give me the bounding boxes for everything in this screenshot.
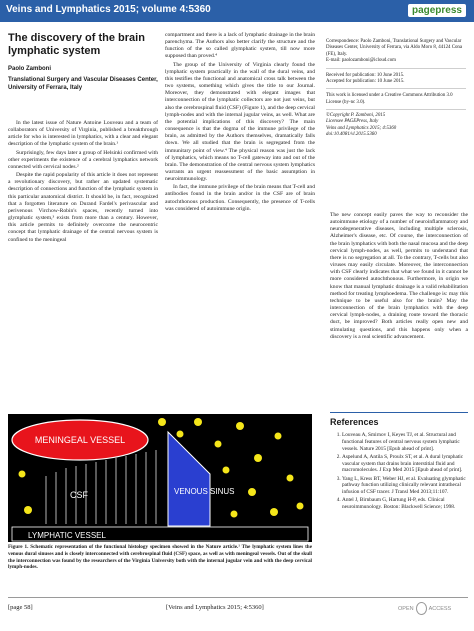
received-date: Received for publication: 10 June 2015. [326, 72, 405, 78]
dates-block [326, 72, 466, 90]
article-title: The discovery of the brain lymphatic system [8, 32, 145, 57]
references-list [330, 432, 468, 512]
venous-sinus-label: VENOUS SINUS [174, 487, 235, 496]
page-number: [page 58] [8, 604, 33, 611]
reference-item: 2. Aspelund A, Antila S, Proulx ST, et al. A dural lymphatic vascular system that drains brain interstitial fluid and macromolecules. J Exp Med 2015 [Epub ahead of print]. [342, 454, 468, 474]
paragraph: compartment and there is a lack of lymphatic drainage in the brain parenchyma. The Authors also better clarify the structure and the function of the so called glymphatic system, till now more supposed than proved.⁴ [165, 32, 315, 60]
csf-label: CSF [70, 490, 88, 500]
paragraph: Surprisingly, few days later a group of Helsinki confirmed with other experiments the existence of a cerebral lymphatics network connected with cervical nodes.² [8, 149, 158, 170]
reference-item: 1. Louveau A, Smirnov I, Keyes TJ, et al. Structural and functional features of central nervous system lymphatic vessels. Nature 2015 [Epub ahead of print]. [342, 432, 468, 452]
body-column-3 [330, 212, 468, 342]
body-column-2 [165, 32, 315, 214]
paragraph: The group of the University of Virginia clearly found the lymphatic system practically in the wall of the dural veins, and this testifies the functional and anatomical cross talk between the two systems, something which gives the title to our Journal. Moreover, they demonstrated with elegant images that interconnection of the lymphatic collectors are not just veins, but also the cerebrospinal fluid (CSF) (Figure 1), and the deep cervical lymph-nodes and with the internal jugular veins, as well. What are the potential implications of this discovery? The main consequence is that the dogma of the immune privilege of the brain, as admitted by the Authors themselves, dramatically falls down. We all studied that the brain is segregated from the immunitary point of view.⁴ The physical reason was just the lack of lymphatics, which means no T-cell gateway into and out of the brain. The demonstration of the central nervous system lymphatics warrants an urgent reassessment of the basic assumption in neuroimmunology. [165, 61, 315, 183]
figure-illustration [8, 414, 312, 542]
licensee-line: Licensee PAGEPress, Italy [326, 119, 379, 125]
correspondence-block [326, 38, 466, 69]
lymphatic-vessel-label: LYMPHATIC VESSEL [28, 531, 106, 540]
open-access-badge [398, 602, 451, 615]
figure-1-caption: Figure 1. Schematic representation of the functional histology specimen showed in the Nature article.¹ The lymphatic system lines the venous dural sinuses and is closely interconnected with cerebrospinal fluid (CSF) space, as well as with meningeal vessels. Out of the skull the interconnection was found by the researchers of the Virginia University both with the internal jugular vein and with the deep cervical lymph-nodes. [8, 544, 312, 571]
paragraph: The new concept easily paves the way to reconsider the autoimmune etiology of a number of neuroinflammatory and neurodegenerative diseases, including multiple sclerosis, Alzheimer's disease, etc. Of course, the interconnection of the brain lymphatics with both the nasal mucosa and the deep cervical lymph-nodes, as well, permits to understand that there is no segregation at all. To the contrary, T-cells but also viruses may easily circulate. Moreover, the interconnection with CSF clearly indicates that what we found in it cannot be more considered autochthonous. Furthermore, in origin we know that manual lymphatic drainage is a valid rehabilitation method for treating lymphoedema. The challenge is: may this technique to be useful also for the brain? May the interconnection of the brain lymphatics with the deep cervical lymph-nodes, a draining route toward the thoracic duct, be improved? Both articles really open new and stimulating questions, and this happens only when a discovery is a real scientific advancement. [330, 212, 468, 340]
references-divider [330, 412, 468, 413]
journal-citation-header: Veins and Lymphatics 2015; volume 4:5360 [6, 4, 211, 15]
footer-citation: [Veins and Lymphatics 2015; 4:5360] [166, 604, 264, 611]
reference-item: 4. Antel J, Birnbaum G, Hartung H-P, eds. Clinical neuroimmunology. Boston: Blackwell Science; 1998. [342, 497, 468, 511]
paragraph: In fact, the immune privilege of the brain means that T-cell and antibodies found in the brain and/or in the CSF are of brain autochthonous production. Consequently, the presence of T-cells was considered of autoimmune origin. [165, 184, 315, 212]
author-affiliation: Translational Surgery and Vascular Diseases Center, University of Ferrara, Italy [8, 77, 158, 91]
accepted-date: Accepted for publication: 10 June 2015. [326, 78, 405, 84]
doi-link[interactable]: doi:10.4081/vl.2015.5360 [326, 132, 377, 138]
references-heading: References [330, 417, 379, 427]
open-access-label-left: OPEN [398, 605, 414, 612]
copyright-line: ©Copyright P. Zamboni, 2015 [326, 113, 386, 118]
footer-divider [8, 597, 468, 598]
reference-item: 3. Yang L, Kress BT, Weber HJ, et al. Evaluating glymphatic pathway function utilizing clinically relevant intrathecal infusion of CSF tracer. J Transl Med 2013;11:107. [342, 476, 468, 496]
venous-sinus-shape [168, 432, 210, 526]
copyright-block [326, 113, 466, 139]
article-author: Paolo Zamboni [8, 66, 52, 72]
figure-1 [8, 414, 312, 542]
body-column-1 [8, 120, 158, 245]
paragraph: In the latest issue of Nature Antoine Louveau and a team of collaborators of University of Virginia, published a breakthrough article for who is interested in lymphatics, with a clear and elegant description of the lymphatic system of the brain.¹ [8, 120, 158, 148]
publisher-logo: pagepress [408, 4, 466, 17]
open-access-lock-icon [416, 602, 427, 615]
paragraph: Despite the rapid popularity of this article it does not represent a revolutionary discovery, but rather an updated systematic description of connections and function of the lymphatic system in this particular anatomical district. It should be, in fact, recognized that a forgotten literature on Durand Fardel's perivascular and perivenous Virchow-Robin's spaces, recently turned into glymphatic system,³ exists from more than a century. However, this article permits to definitely overcome the neurocentric concept that lymphatic drainage of the central nervous system is confined to the meningeal [8, 172, 158, 243]
license-block [326, 92, 466, 110]
csf-lines [46, 450, 156, 524]
meningeal-vessel-label: MENINGEAL VESSEL [34, 435, 126, 445]
article-info-box [326, 38, 466, 200]
correspondence-text: Correspondence: Paolo Zamboni, Translational Surgery and Vascular Diseases Center, University of Ferrara, via Aldo Moro 8, 44124 Cona (FE), Italy. [326, 39, 463, 57]
license-text: This work is licensed under a Creative Commons Attribution 3.0 License (by-nc 3.0). [326, 93, 453, 105]
open-access-label-right: ACCESS [428, 605, 452, 612]
citation-line: Veins and Lymphatics 2015; 4:5360 [326, 125, 397, 131]
email-link[interactable]: E-mail: paolozamboni@icloud.com [326, 58, 396, 64]
